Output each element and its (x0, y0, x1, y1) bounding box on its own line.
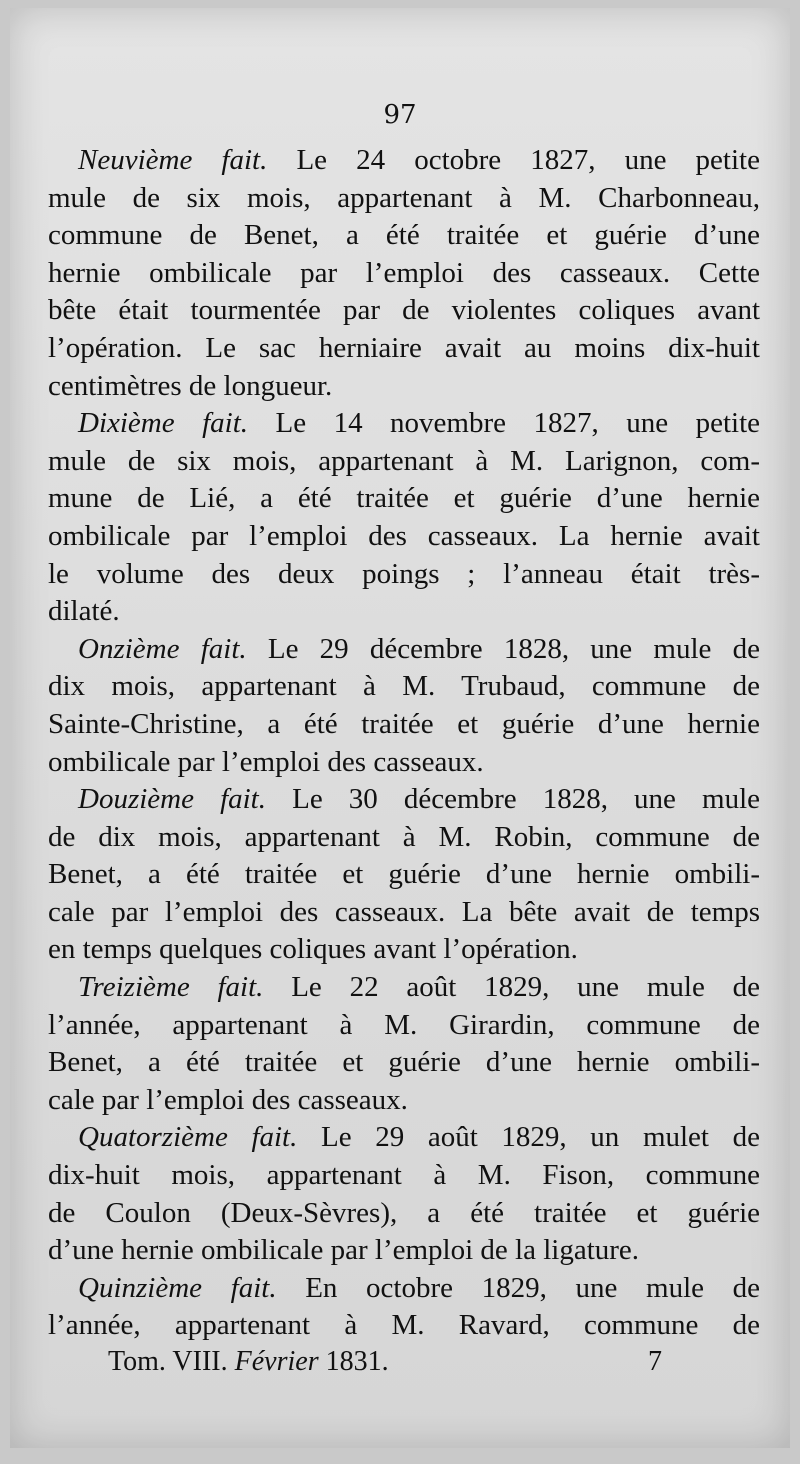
line-text: Le 22 août 1829, une mule de (291, 971, 760, 1004)
text-line (48, 706, 760, 744)
text-line (48, 593, 760, 631)
line-text: bête était tourmentée par de violentes coliques avant (48, 294, 760, 327)
text-line (48, 1270, 760, 1308)
line-text: Le 29 août 1829, un mulet de (321, 1121, 760, 1154)
line-text: commune de Benet, a été traitée et guérie d’une (48, 219, 760, 252)
text-line (48, 744, 760, 782)
line-text: Benet, a été traitée et guérie d’une hernie ombili- (48, 1046, 760, 1079)
paragraph-title: Quatorzième fait. (78, 1121, 298, 1154)
line-text: ombilicale par l’emploi des casseaux. (48, 745, 484, 778)
text-line (48, 330, 760, 368)
line-text: mune de Lié, a été traitée et guérie d’une hernie (48, 482, 760, 515)
text-line (48, 443, 760, 481)
line-text: le volume des deux poings ; l’anneau était très- (48, 557, 760, 590)
text-line (48, 931, 760, 969)
text-line (48, 1157, 760, 1195)
text-line (48, 1044, 760, 1082)
line-text: en temps quelques coliques avant l’opération. (48, 933, 578, 966)
text-line (48, 255, 760, 293)
line-text: Benet, a été traitée et guérie d’une hernie ombili- (48, 858, 760, 891)
text-line (48, 368, 760, 406)
text-line (48, 668, 760, 706)
paragraph-title: Douzième fait. (78, 783, 266, 816)
footer-month: Février (234, 1346, 319, 1377)
line-text: l’année, appartenant à M. Girardin, commune de (48, 1008, 760, 1041)
line-text: l’opération. Le sac herniaire avait au moins dix-huit (48, 331, 760, 364)
text-line (48, 1307, 760, 1345)
line-text: dix mois, appartenant à M. Trubaud, commune de (48, 670, 760, 703)
line-text: En octobre 1829, une mule de (305, 1271, 761, 1304)
paragraph-title: Dixième fait. (78, 407, 249, 440)
line-text: centimètres de longueur. (48, 369, 333, 402)
line-text: Sainte-Christine, a été traitée et guérie d’une hernie (48, 707, 760, 740)
text-line (48, 969, 760, 1007)
line-text: cale par l’emploi des casseaux. La bête avait de temps (48, 895, 760, 928)
line-text: mule de six mois, appartenant à M. Larignon, com- (48, 444, 760, 477)
text-line (48, 142, 760, 180)
line-text: Le 30 décembre 1828, une mule (292, 783, 760, 816)
text-line (48, 894, 760, 932)
page-number: 97 (383, 100, 417, 130)
text-line (48, 1232, 760, 1270)
footer-year: 1831. (325, 1346, 389, 1377)
text-line (48, 1007, 760, 1045)
line-text: de Coulon (Deux-Sèvres), a été traitée et guérie (48, 1196, 760, 1229)
line-text: hernie ombilicale par l’emploi des casseaux. Cette (48, 256, 760, 289)
line-text: Le 29 décembre 1828, une mule de (267, 632, 760, 665)
line-text: mule de six mois, appartenant à M. Charbonneau, (48, 181, 760, 214)
text-line (48, 1119, 760, 1157)
text-line (48, 480, 760, 518)
line-text: Le 14 novembre 1827, une petite (275, 407, 760, 440)
text-line (48, 1082, 760, 1120)
footer-volume: Tom. VIII. (108, 1346, 228, 1377)
book-page (10, 8, 790, 1448)
text-line (48, 781, 760, 819)
line-text: d’une hernie ombilicale par l’emploi de la ligature. (48, 1234, 640, 1267)
text-line (48, 819, 760, 857)
text-line (48, 217, 760, 255)
signature-mark: 7 (648, 1346, 662, 1377)
footer-journal-info (108, 1346, 389, 1378)
line-text: cale par l’emploi des casseaux. (48, 1083, 408, 1116)
paragraph-title: Onzième fait. (78, 632, 247, 665)
text-line (48, 518, 760, 556)
line-text: ombilicale par l’emploi des casseaux. La hernie avait (48, 519, 760, 552)
text-line (48, 292, 760, 330)
paragraph-title: Treizième fait. (78, 971, 264, 1004)
text-line (48, 556, 760, 594)
text-line (48, 631, 760, 669)
paragraph-title: Quinzième fait. (78, 1271, 277, 1304)
line-text: l’année, appartenant à M. Ravard, commune de (48, 1309, 760, 1342)
line-text: Le 24 octobre 1827, une petite (296, 144, 760, 176)
text-line (48, 856, 760, 894)
text-line (48, 1195, 760, 1233)
text-line (48, 180, 760, 218)
line-text: dix-huit mois, appartenant à M. Fison, commune (48, 1159, 760, 1192)
line-text: dilaté. (48, 595, 120, 628)
page-body (48, 142, 760, 1345)
paragraph-title: Neuvième fait. (78, 144, 268, 176)
line-text: de dix mois, appartenant à M. Robin, commune de (48, 820, 760, 853)
text-line (48, 405, 760, 443)
